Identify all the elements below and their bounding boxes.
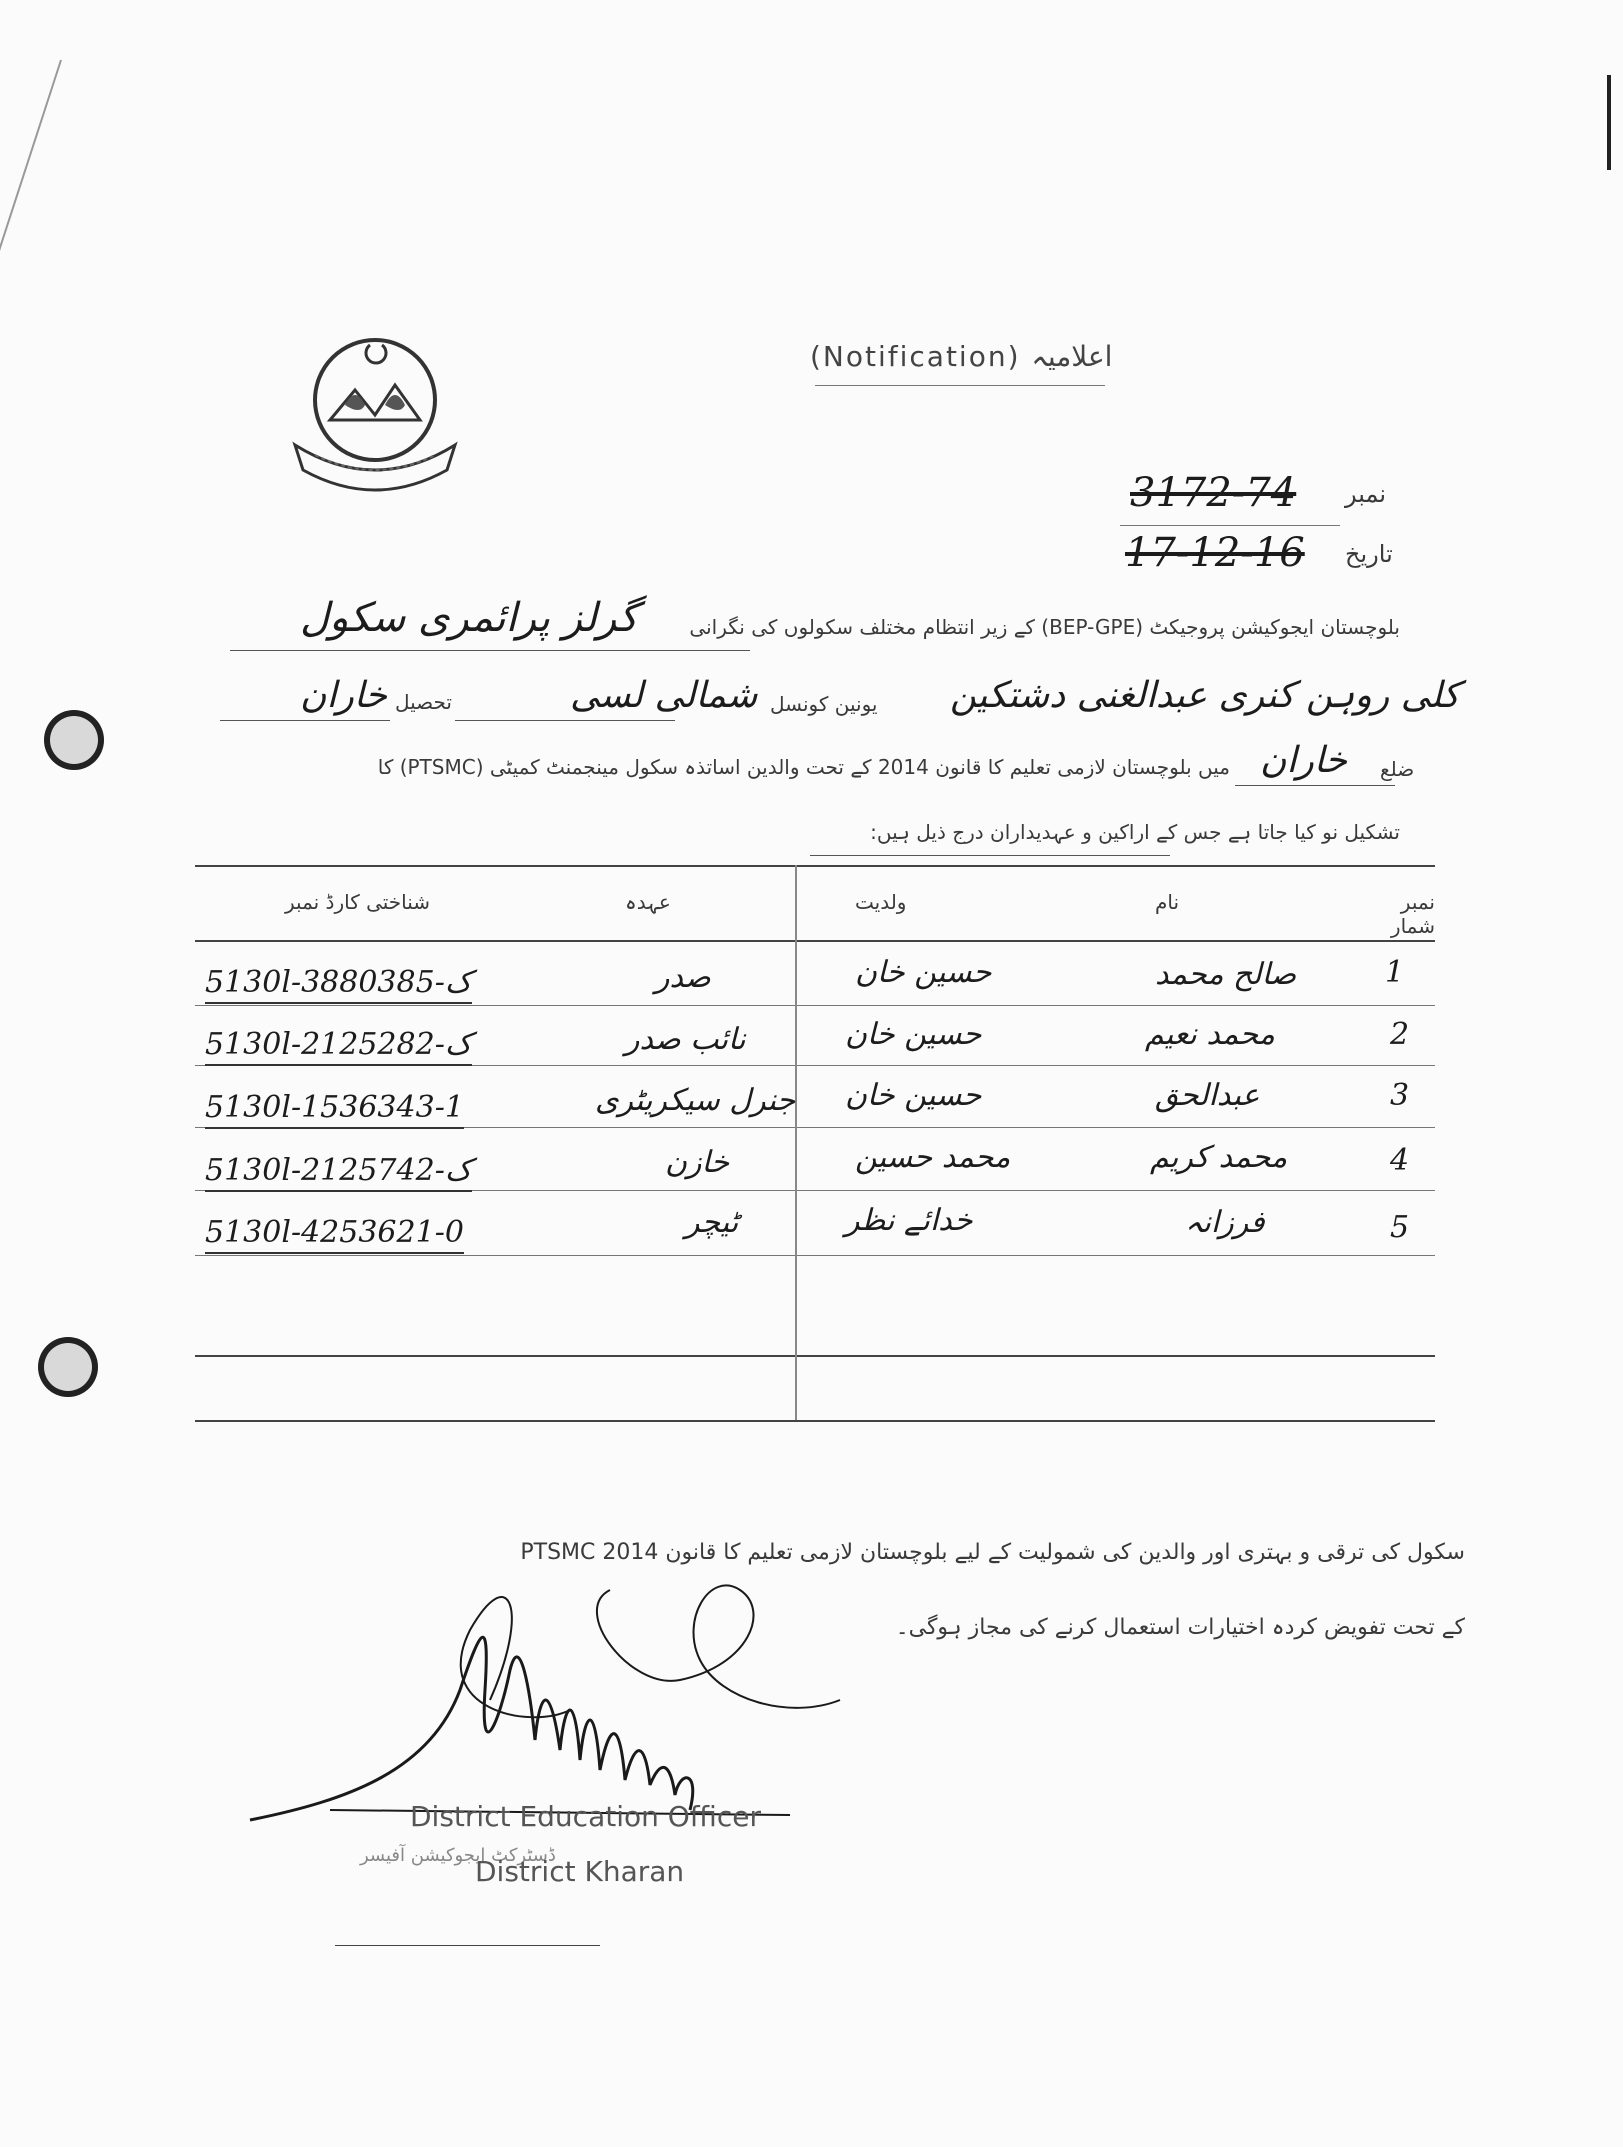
- cell-serial: 3: [1390, 1078, 1410, 1113]
- cell-father: حسین خان: [855, 955, 992, 990]
- body-line-1: بلوچستان ایجوکیشن پروجیکٹ (BEP-GPE) کے زیر انتظام مختلف سکولوں کی نگرانی: [689, 615, 1400, 639]
- government-emblem: [275, 325, 475, 515]
- village-name-handwritten: کلی روہن کنری عبدالغنی دشتکین: [950, 675, 1460, 716]
- cell-name: محمد کریم: [1150, 1140, 1288, 1175]
- cell-father: حسین خان: [845, 1017, 982, 1052]
- number-label: نمبر: [1345, 480, 1387, 508]
- officer-title: District Education Officer: [410, 1800, 762, 1833]
- union-council-underline: [455, 720, 675, 721]
- cell-father: محمد حسین: [855, 1140, 1011, 1175]
- cell-serial: 4: [1390, 1143, 1410, 1178]
- cell-designation: صدر: [655, 960, 711, 995]
- cell-designation: ٹیچر: [685, 1205, 739, 1240]
- table-col-divider: [795, 865, 797, 1420]
- cell-designation: جنرل سیکریٹری: [595, 1083, 796, 1118]
- cell-serial: 5: [1390, 1210, 1410, 1245]
- number-underline: [1120, 525, 1340, 526]
- cell-father: خدائے نظر: [845, 1203, 973, 1238]
- scan-edge-mark: [1607, 75, 1611, 170]
- cell-name: صالح محمد: [1155, 957, 1297, 992]
- body-line-3: میں بلوچستان لازمی تعلیم کا قانون 2014 کے تحت والدین اساتذہ سکول مینجمنٹ کمیٹی (PTSMC) کا: [377, 755, 1230, 779]
- cell-cnic: 5130l-1536343-1: [205, 1090, 464, 1129]
- fold-line: [0, 60, 62, 289]
- table-row-line-6: [195, 1355, 1435, 1357]
- members-table: [195, 865, 1435, 1425]
- cell-serial: 1: [1385, 955, 1405, 990]
- union-council-label: یونین کونسل: [770, 692, 878, 716]
- cell-cnic: 5130l-2125282-ک: [205, 1027, 472, 1066]
- date-label: تاریخ: [1345, 540, 1393, 568]
- bottom-blank-line: [335, 1945, 600, 1946]
- cell-father: حسین خان: [845, 1078, 982, 1113]
- school-name-underline: [230, 650, 750, 651]
- district-label: ضلع: [1380, 757, 1415, 781]
- tehsil-label: تحصیل: [395, 690, 453, 714]
- district-handwritten: خاران: [1260, 740, 1348, 781]
- header-designation: عہدہ: [625, 890, 671, 914]
- tehsil-handwritten: خاران: [300, 675, 388, 716]
- body-line-4-underline: [810, 855, 1170, 856]
- table-row-line-1: [195, 1005, 1435, 1006]
- date-value: 17-12-16: [1125, 530, 1305, 576]
- cell-name: فرزانہ: [1185, 1205, 1265, 1240]
- cell-name: محمد نعیم: [1145, 1017, 1275, 1052]
- header-father: ولدیت: [855, 890, 907, 914]
- notification-underline: [815, 385, 1105, 386]
- notification-title: (Notification) اعلامیہ: [810, 340, 1113, 373]
- district-underline: [1235, 785, 1395, 786]
- cell-cnic: 5130l-2125742-ک: [205, 1153, 472, 1192]
- cell-serial: 2: [1390, 1017, 1410, 1052]
- officer-district: District Kharan: [475, 1855, 685, 1888]
- header-serial: نمبر شمار: [1390, 890, 1435, 938]
- cell-designation: خازن: [665, 1145, 730, 1180]
- table-top-border: [195, 865, 1435, 867]
- school-name-handwritten: گرلز پرائمری سکول: [300, 595, 639, 641]
- table-header-border: [195, 940, 1435, 942]
- cell-name: عبدالحق: [1155, 1078, 1260, 1113]
- footer-paragraph-line-1: PTSMC سکول کی ترقی و بہتری اور والدین کی شمولیت کے لیے بلوچستان لازمی تعلیم کا قانون 2014: [520, 1540, 1465, 1565]
- number-value: 3172-74: [1130, 470, 1297, 516]
- officer-stamp-urdu: ڈسٹرکٹ ایجوکیشن آفیسر: [360, 1845, 556, 1866]
- punch-hole-bottom: [38, 1337, 98, 1397]
- tehsil-underline: [220, 720, 390, 721]
- header-cnic: شناختی کارڈ نمبر: [285, 890, 431, 914]
- body-line-4: تشکیل نو کیا جاتا ہے جس کے اراکین و عہدیداران درج ذیل ہیں:: [870, 820, 1400, 844]
- cell-cnic: 5130l-4253621-0: [205, 1215, 464, 1254]
- cell-cnic: 5130l-3880385-ک: [205, 965, 472, 1004]
- table-bottom-border: [195, 1420, 1435, 1422]
- union-council-handwritten: شمالی لسی: [570, 675, 758, 716]
- punch-hole-top: [44, 710, 104, 770]
- cell-designation: نائب صدر: [625, 1022, 746, 1057]
- table-row-line-5: [195, 1255, 1435, 1256]
- footer-paragraph-line-2: کے تحت تفویض کردہ اختیارات استعمال کرنے کی مجاز ہوگی۔: [895, 1615, 1465, 1640]
- header-name: نام: [1155, 890, 1180, 914]
